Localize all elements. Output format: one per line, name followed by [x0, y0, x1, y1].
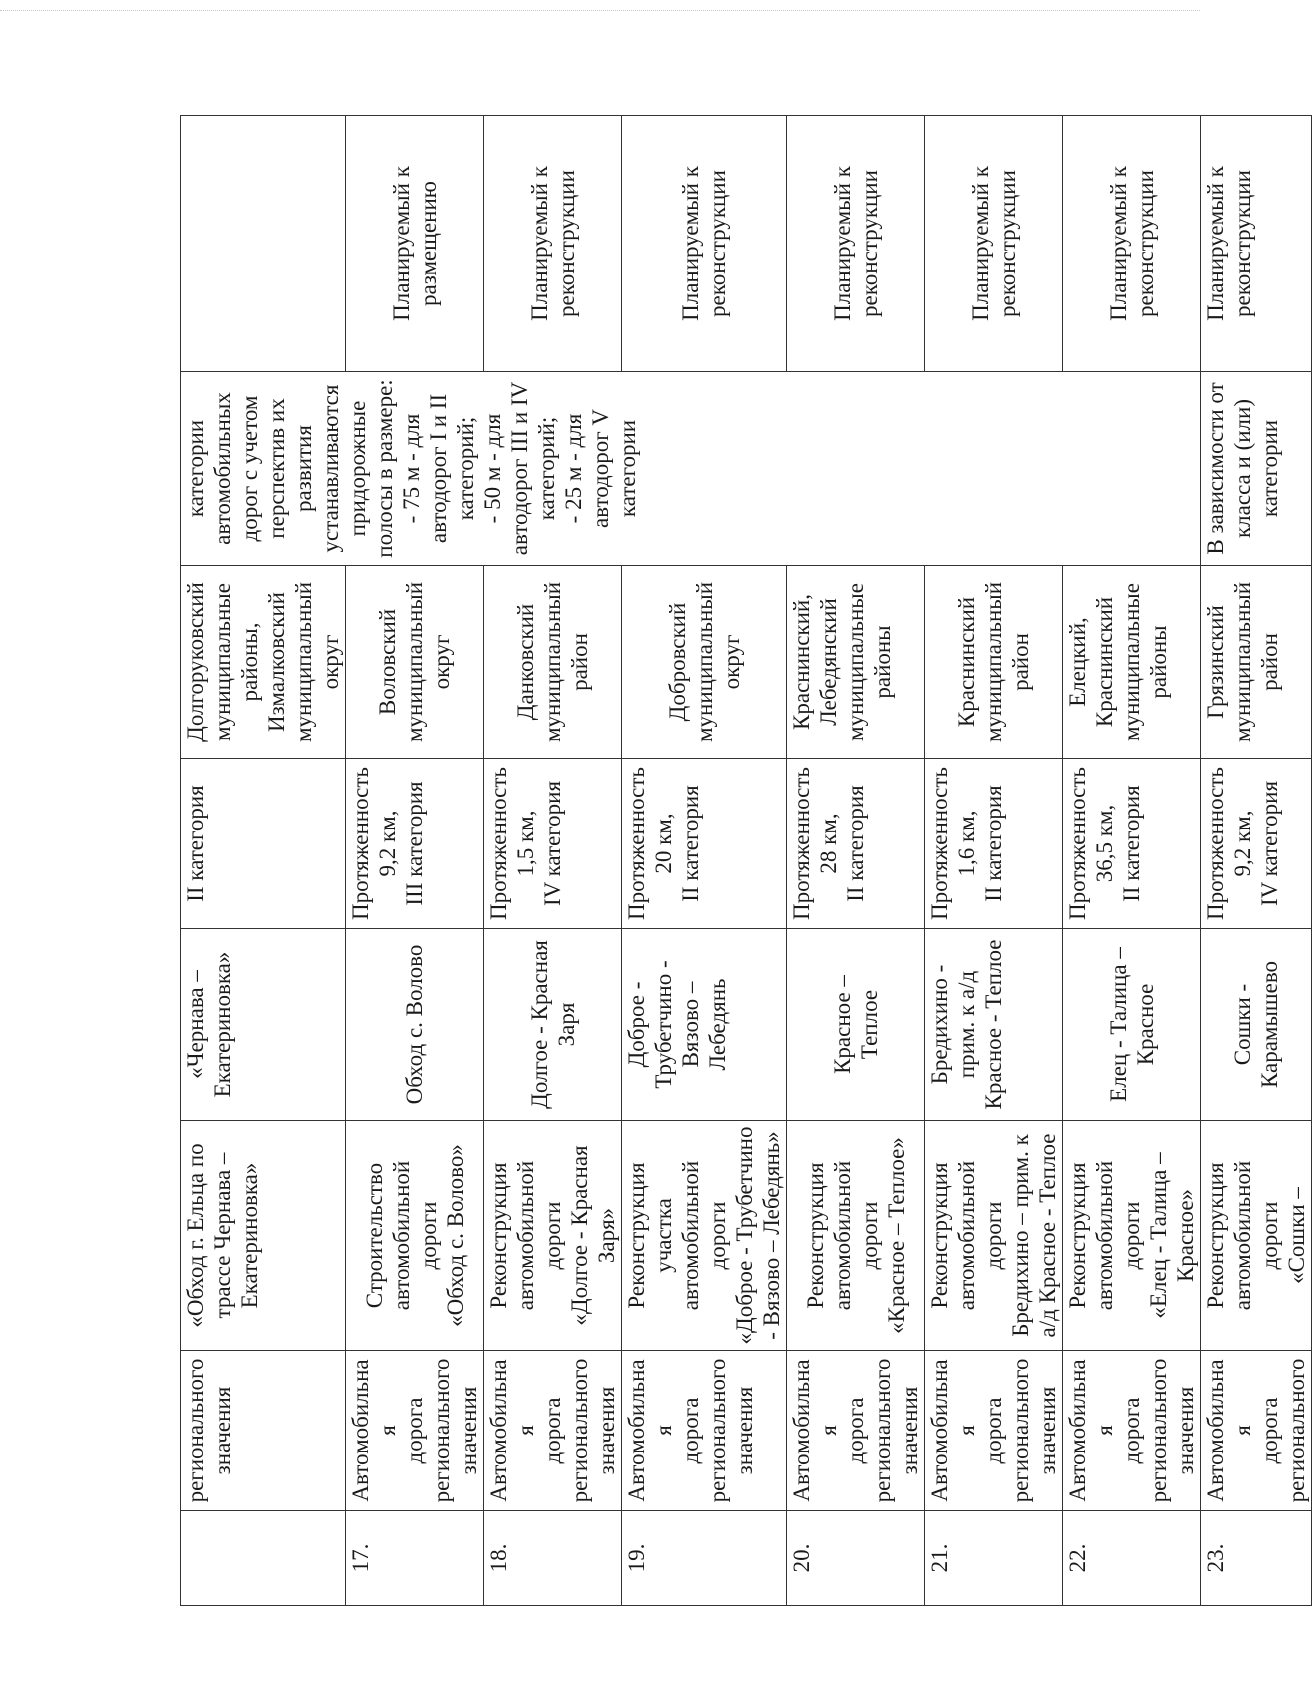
table-row-23 — [1201, 116, 1312, 1606]
cell-status: Планируемый к реконструкции — [1063, 116, 1201, 372]
cell-route: «Чернава – Екатериновка» — [181, 929, 346, 1121]
cell-type: Автомобильная дорога регионального значения — [484, 1351, 622, 1511]
cell-characteristics: Протяженность 1,5 км, IV категория — [484, 759, 622, 929]
table-row-22 — [1063, 116, 1201, 1606]
cell-name: Реконструкция автомобильной дороги «Долгое - Красная Заря» — [484, 1121, 622, 1351]
cell-type: регионального значения — [181, 1351, 346, 1511]
cell-num: 20. — [787, 1511, 925, 1606]
cell-route: Бредихино - прим. к а/д Красное - Теплое — [925, 929, 1063, 1121]
cell-num: 17. — [346, 1511, 484, 1606]
cell-name: «Обход г. Ельца по трассе Чернава – Екатериновка» — [181, 1121, 346, 1351]
table-row-19 — [622, 116, 787, 1606]
cell-name: Реконструкция участка автомобильной дороги «Доброе - Трубетчино - Вязово – Лебедянь» — [622, 1121, 787, 1351]
cell-status: Планируемый к реконструкции — [622, 116, 787, 372]
cell-location: Данковский муниципальный район — [484, 566, 622, 759]
cell-route: Долгое - Красная Заря — [484, 929, 622, 1121]
page-top-edge — [0, 10, 1200, 11]
cell-num — [181, 1511, 346, 1606]
cell-location: Краснинский муниципальный район — [925, 566, 1063, 759]
cell-name: Строительство автомобильной дороги «Обход с. Волово» — [346, 1121, 484, 1351]
cell-name: Реконструкция автомобильной дороги «Красное – Теплое» — [787, 1121, 925, 1351]
cell-route: Елец - Талица – Красное — [1063, 929, 1201, 1121]
cell-route: Обход с. Волово — [346, 929, 484, 1121]
cell-location: Воловский муниципальный округ — [346, 566, 484, 759]
cell-status: Планируемый к реконструкции — [1201, 116, 1312, 372]
cell-characteristics: Протяженность 36,5 км, II категория — [1063, 759, 1201, 929]
cell-characteristics: Протяженность 1,6 км, II категория — [925, 759, 1063, 929]
cell-num: 18. — [484, 1511, 622, 1606]
cell-route: Доброе - Трубетчино - Вязово – Лебедянь — [622, 929, 787, 1121]
table-row-18 — [484, 116, 622, 1606]
cell-name: Реконструкция автомобильной дороги «Елец - Талица – Красное» — [1063, 1121, 1201, 1351]
table-row-21 — [925, 116, 1063, 1606]
cell-location: Елецкий, Краснинский муниципальные районы — [1063, 566, 1201, 759]
cell-name: Реконструкция автомобильной дороги «Сошки – — [1201, 1121, 1312, 1351]
cell-status: Планируемый к размещению — [346, 116, 484, 372]
cell-location: Грязинский муниципальный район — [1201, 566, 1312, 759]
cell-status: Планируемый к реконструкции — [787, 116, 925, 372]
cell-name: Реконструкция автомобильной дороги Бредихино – прим. к а/д Красное - Теплое — [925, 1121, 1063, 1351]
cell-type: Автомобильная дорога регионального — [1201, 1351, 1312, 1511]
cell-zones-merged: категории автомобильных дорог с учетом перспектив их развития устанавливаются придорожные полосы в размере: - 75 м - для автодорог I и II категорий; - 50 м - для автодорог III и IV категорий; - 25 м - для автодорог V категории — [181, 372, 1201, 566]
cell-num: 23. — [1201, 1511, 1312, 1606]
table-row-continuation — [181, 116, 346, 1606]
cell-characteristics: Протяженность 28 км, II категория — [787, 759, 925, 929]
cell-route: Сошки - Карамышево — [1201, 929, 1312, 1121]
cell-location: Добровский муниципальный округ — [622, 566, 787, 759]
cell-characteristics: Протяженность 9,2 км, IV категория — [1201, 759, 1312, 929]
table-row-17 — [346, 116, 484, 1606]
road-objects-table — [180, 115, 1312, 1606]
rotated-table-wrapper — [180, 116, 1309, 1606]
cell-type: Автомобильная дорога регионального значения — [622, 1351, 787, 1511]
cell-characteristics: II категория — [181, 759, 346, 929]
cell-num: 22. — [1063, 1511, 1201, 1606]
cell-characteristics: Протяженность 20 км, II категория — [622, 759, 787, 929]
cell-status: Планируемый к реконструкции — [925, 116, 1063, 372]
cell-num: 21. — [925, 1511, 1063, 1606]
cell-route: Красное – Теплое — [787, 929, 925, 1121]
cell-type: Автомобильная дорога регионального значения — [925, 1351, 1063, 1511]
cell-location: Долгоруковский муниципальные районы, Измалковский муниципальный округ — [181, 566, 346, 759]
table-row-20 — [787, 116, 925, 1606]
cell-location: Краснинский, Лебедянский муниципальные районы — [787, 566, 925, 759]
cell-status: Планируемый к реконструкции — [484, 116, 622, 372]
cell-status — [181, 116, 346, 372]
cell-type: Автомобильная дорога регионального значения — [346, 1351, 484, 1511]
cell-characteristics: Протяженность 9,2 км, III категория — [346, 759, 484, 929]
cell-zones: В зависимости от класса и (или) категории — [1201, 372, 1312, 566]
cell-type: Автомобильная дорога регионального значения — [1063, 1351, 1201, 1511]
cell-num: 19. — [622, 1511, 787, 1606]
cell-type: Автомобильная дорога регионального значения — [787, 1351, 925, 1511]
